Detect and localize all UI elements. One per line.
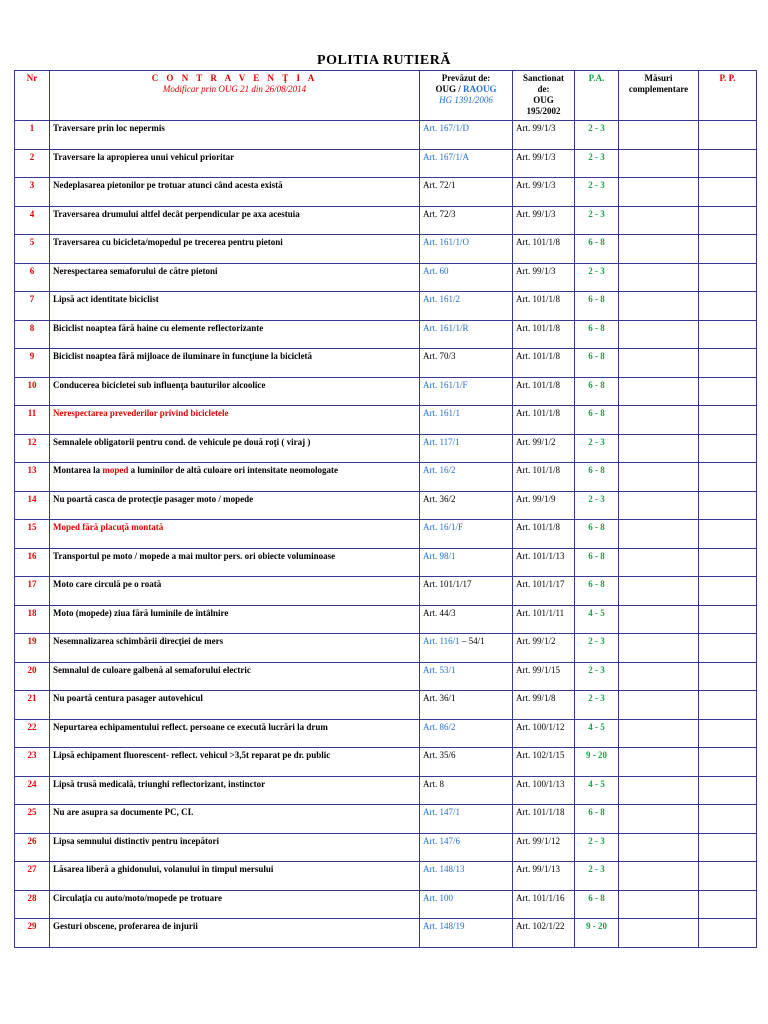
row-penalty-points: 4 - 5	[575, 719, 619, 748]
row-description: Gesturi obscene, proferarea de injurii	[50, 919, 420, 948]
row-number: 7	[15, 292, 50, 321]
table-body	[15, 121, 757, 948]
row-pp	[699, 320, 757, 349]
row-article-ref: Art. 16/1/F	[423, 522, 464, 532]
row-sanction: Art. 101/1/8	[513, 377, 575, 406]
row-sanction: Art. 100/1/13	[513, 776, 575, 805]
row-article	[420, 263, 513, 292]
row-number: 27	[15, 862, 50, 891]
row-article	[420, 178, 513, 207]
row-pp	[699, 776, 757, 805]
table-row	[15, 235, 757, 264]
table-row	[15, 605, 757, 634]
row-complementary-measures	[619, 149, 699, 178]
row-penalty-points: 2 - 3	[575, 862, 619, 891]
row-pp	[699, 463, 757, 492]
table-row	[15, 263, 757, 292]
row-description: Traversare la apropierea unui vehicul prioritar	[50, 149, 420, 178]
row-article	[420, 292, 513, 321]
row-penalty-points: 6 - 8	[575, 377, 619, 406]
row-article-ref: Art. 86/2	[423, 721, 456, 732]
row-sanction: Art. 101/1/8	[513, 520, 575, 549]
row-article	[420, 320, 513, 349]
table-row	[15, 634, 757, 663]
row-pp	[699, 149, 757, 178]
table-row	[15, 149, 757, 178]
row-pp	[699, 263, 757, 292]
row-complementary-measures	[619, 805, 699, 834]
row-article	[420, 520, 513, 549]
row-sanction: Art. 101/1/16	[513, 890, 575, 919]
row-description	[50, 463, 420, 492]
table-row	[15, 406, 757, 435]
row-penalty-points: 2 - 3	[575, 149, 619, 178]
row-pp	[699, 548, 757, 577]
row-penalty-points: 6 - 8	[575, 890, 619, 919]
row-article-ref: Art. 16/2	[423, 465, 456, 475]
row-pp	[699, 235, 757, 264]
row-sanction: Art. 102/1/15	[513, 748, 575, 777]
row-description: Transportul pe moto / mopede a mai multor pers. ori obiecte voluminoase	[50, 548, 420, 577]
row-article	[420, 776, 513, 805]
row-number: 22	[15, 719, 50, 748]
row-complementary-measures	[619, 748, 699, 777]
row-description: Lăsarea liberă a ghidonului, volanului în timpul mersului	[50, 862, 420, 891]
row-sanction: Art. 99/1/15	[513, 662, 575, 691]
row-complementary-measures	[619, 919, 699, 948]
row-sanction: Art. 99/1/13	[513, 862, 575, 891]
row-number: 28	[15, 890, 50, 919]
row-penalty-points: 6 - 8	[575, 463, 619, 492]
row-description: Moped fără placuţă montată	[50, 520, 420, 549]
row-article	[420, 121, 513, 150]
row-description: Circulaţia cu auto/moto/mopede pe trotuare	[50, 890, 420, 919]
table-row	[15, 206, 757, 235]
row-sanction: Art. 99/1/3	[513, 149, 575, 178]
header-sanctionat-oug: OUG	[533, 95, 554, 105]
row-article-ref: Art. 161/1	[423, 408, 460, 418]
table-row	[15, 292, 757, 321]
row-number: 9	[15, 349, 50, 378]
table-row	[15, 434, 757, 463]
table-row	[15, 691, 757, 720]
row-penalty-points: 6 - 8	[575, 520, 619, 549]
row-number: 21	[15, 691, 50, 720]
header-sanctionat	[513, 71, 575, 121]
row-description: Nu poartă centura pasager autovehicul	[50, 691, 420, 720]
row-description: Lipsa semnului distinctiv pentru începători	[50, 833, 420, 862]
row-sanction: Art. 101/1/8	[513, 406, 575, 435]
row-description: Nu poartă casca de protecţie pasager moto / mopede	[50, 491, 420, 520]
row-penalty-points: 2 - 3	[575, 662, 619, 691]
row-sanction: Art. 101/1/11	[513, 605, 575, 634]
table-row	[15, 377, 757, 406]
row-description: Conducerea bicicletei sub influenţa bauturilor alcoolice	[50, 377, 420, 406]
row-description: Semnalele obligatorii pentru cond. de vehicule pe două roţi ( viraj )	[50, 434, 420, 463]
row-article	[420, 577, 513, 606]
row-sanction: Art. 99/1/8	[513, 691, 575, 720]
row-complementary-measures	[619, 776, 699, 805]
row-complementary-measures	[619, 491, 699, 520]
header-contraventia-title: C O N T R A V E N Ţ I A	[151, 73, 318, 83]
row-complementary-measures	[619, 406, 699, 435]
table-row	[15, 463, 757, 492]
table-row	[15, 349, 757, 378]
row-penalty-points: 4 - 5	[575, 776, 619, 805]
table-row	[15, 178, 757, 207]
row-article-ref: Art. 161/1/O	[423, 237, 469, 247]
row-article-ref: Art. 98/1	[423, 550, 456, 561]
row-number: 26	[15, 833, 50, 862]
row-description: Lipsă act identitate biciclist	[50, 292, 420, 321]
row-article-ref: Art. 100	[423, 892, 453, 903]
row-complementary-measures	[619, 434, 699, 463]
header-pa: P.A.	[575, 71, 619, 121]
header-prevazut	[420, 71, 513, 121]
row-complementary-measures	[619, 719, 699, 748]
row-penalty-points: 6 - 8	[575, 577, 619, 606]
row-description: Lipsă echipament fluorescent- reflect. vehicul >3,5t reparat pe dr. public	[50, 748, 420, 777]
row-description: Nerespectarea prevederilor privind bicicletele	[50, 406, 420, 435]
row-number: 24	[15, 776, 50, 805]
row-article	[420, 634, 513, 663]
row-penalty-points: 2 - 3	[575, 491, 619, 520]
row-article-ref: Art. 36/2	[423, 493, 456, 504]
row-pp	[699, 349, 757, 378]
row-penalty-points: 2 - 3	[575, 263, 619, 292]
contraventii-table	[14, 70, 757, 948]
row-description: Nepurtarea echipamentului reflect. persoane ce execută lucrări la drum	[50, 719, 420, 748]
row-sanction: Art. 101/1/8	[513, 292, 575, 321]
table-row	[15, 776, 757, 805]
table-row	[15, 320, 757, 349]
row-pp	[699, 833, 757, 862]
row-complementary-measures	[619, 292, 699, 321]
table-row	[15, 121, 757, 150]
row-number: 20	[15, 662, 50, 691]
row-description: Nerespectarea semaforului de către pietoni	[50, 263, 420, 292]
row-article	[420, 605, 513, 634]
row-article-ref: Art. 60	[423, 265, 449, 276]
header-pp: P. P.	[699, 71, 757, 121]
row-penalty-points: 2 - 3	[575, 691, 619, 720]
row-article-ref: Art. 72/1	[423, 180, 456, 190]
row-article-ref: Art. 147/6	[423, 835, 460, 846]
row-article-extra: – 54/1	[459, 636, 485, 646]
row-article-ref: Art. 44/3	[423, 607, 456, 618]
row-pp	[699, 919, 757, 948]
header-modificari: Modificar prin OUG 21 din 26/08/2014	[162, 84, 307, 94]
row-pp	[699, 691, 757, 720]
row-penalty-points: 9 - 20	[575, 919, 619, 948]
row-article	[420, 862, 513, 891]
row-penalty-points: 2 - 3	[575, 634, 619, 663]
row-pp	[699, 890, 757, 919]
row-pp	[699, 377, 757, 406]
row-description: Traversare prin loc nepermis	[50, 121, 420, 150]
row-number: 11	[15, 406, 50, 435]
row-number: 13	[15, 463, 50, 492]
row-pp	[699, 662, 757, 691]
row-article	[420, 406, 513, 435]
row-number: 16	[15, 548, 50, 577]
table-row	[15, 719, 757, 748]
row-pp	[699, 292, 757, 321]
row-number: 6	[15, 263, 50, 292]
row-description: Biciclist noaptea fără mijloace de iluminare în funcţiune la bicicletă	[50, 349, 420, 378]
row-article	[420, 548, 513, 577]
row-article-ref: Art. 116/1	[423, 636, 460, 646]
page-title: POLITIA RUTIERĂ	[317, 53, 451, 68]
row-description: Semnalul de culoare galbenă al semaforului electric	[50, 662, 420, 691]
row-sanction: Art. 100/1/12	[513, 719, 575, 748]
row-article	[420, 149, 513, 178]
header-prevazut-oug: OUG /	[435, 84, 461, 94]
row-number: 1	[15, 121, 50, 150]
row-sanction: Art. 99/1/12	[513, 833, 575, 862]
row-complementary-measures	[619, 862, 699, 891]
row-article	[420, 719, 513, 748]
row-description: Biciclist noaptea fără haine cu elemente reflectorizante	[50, 320, 420, 349]
row-complementary-measures	[619, 890, 699, 919]
row-sanction: Art. 99/1/9	[513, 491, 575, 520]
row-article-ref: Art. 167/1/A	[423, 151, 469, 162]
table-row	[15, 520, 757, 549]
table-row	[15, 862, 757, 891]
row-article	[420, 691, 513, 720]
row-description: Traversarea cu bicicleta/mopedul pe trecerea pentru pietoni	[50, 235, 420, 264]
row-number: 29	[15, 919, 50, 948]
row-complementary-measures	[619, 263, 699, 292]
row-pp	[699, 748, 757, 777]
row-number: 12	[15, 434, 50, 463]
row-number: 5	[15, 235, 50, 264]
row-number: 3	[15, 178, 50, 207]
row-description: Nesemnalizarea schimbării direcţiei de mers	[50, 634, 420, 663]
row-sanction: Art. 99/1/2	[513, 434, 575, 463]
row-article	[420, 662, 513, 691]
row-complementary-measures	[619, 548, 699, 577]
row-complementary-measures	[619, 320, 699, 349]
row-description-highlight: moped	[102, 465, 129, 475]
row-pp	[699, 178, 757, 207]
row-article-ref: Art. 72/3	[423, 208, 456, 219]
row-article-ref: Art. 101/1/17	[423, 579, 472, 589]
row-sanction: Art. 101/1/18	[513, 805, 575, 834]
row-complementary-measures	[619, 634, 699, 663]
row-penalty-points: 4 - 5	[575, 605, 619, 634]
row-sanction: Art. 101/1/13	[513, 548, 575, 577]
row-article	[420, 833, 513, 862]
row-penalty-points: 6 - 8	[575, 235, 619, 264]
header-sanctionat-label: Sanctionat de:	[522, 73, 564, 94]
row-sanction: Art. 99/1/3	[513, 263, 575, 292]
row-sanction: Art. 99/1/3	[513, 206, 575, 235]
row-article	[420, 377, 513, 406]
header-masuri: Măsuri complementare	[619, 71, 699, 121]
row-pp	[699, 206, 757, 235]
row-article-ref: Art. 147/1	[423, 807, 460, 817]
row-number: 4	[15, 206, 50, 235]
row-article-ref: Art. 148/13	[423, 864, 465, 874]
row-sanction: Art. 99/1/3	[513, 178, 575, 207]
row-number: 17	[15, 577, 50, 606]
row-article	[420, 463, 513, 492]
row-penalty-points: 2 - 3	[575, 206, 619, 235]
row-penalty-points: 2 - 3	[575, 434, 619, 463]
header-sanctionat-year: 195/2002	[526, 106, 561, 116]
row-penalty-points: 2 - 3	[575, 121, 619, 150]
row-number: 14	[15, 491, 50, 520]
row-pp	[699, 520, 757, 549]
row-article-ref: Art. 161/1/F	[423, 379, 468, 390]
row-number: 25	[15, 805, 50, 834]
row-article-ref: Art. 53/1	[423, 664, 456, 675]
row-complementary-measures	[619, 577, 699, 606]
row-article-ref: Art. 161/1/R	[423, 322, 469, 333]
row-article-ref: Art. 35/6	[423, 750, 456, 760]
row-description: Lipsă trusă medicală, triunghi reflectorizant, instinctor	[50, 776, 420, 805]
table-row	[15, 577, 757, 606]
row-article	[420, 748, 513, 777]
row-complementary-measures	[619, 235, 699, 264]
table-row	[15, 662, 757, 691]
row-complementary-measures	[619, 463, 699, 492]
row-number: 8	[15, 320, 50, 349]
row-article	[420, 206, 513, 235]
table-row	[15, 491, 757, 520]
row-description: Moto care circulă pe o roată	[50, 577, 420, 606]
row-complementary-measures	[619, 833, 699, 862]
row-sanction: Art. 101/1/8	[513, 235, 575, 264]
table-row	[15, 919, 757, 948]
row-penalty-points: 9 - 20	[575, 748, 619, 777]
row-article-ref: Art. 70/3	[423, 351, 456, 361]
row-sanction: Art. 101/1/8	[513, 349, 575, 378]
row-sanction: Art. 99/1/2	[513, 634, 575, 663]
row-penalty-points: 2 - 3	[575, 833, 619, 862]
row-penalty-points: 2 - 3	[575, 178, 619, 207]
row-article-ref: Art. 8	[423, 778, 444, 789]
row-sanction: Art. 102/1/22	[513, 919, 575, 948]
table-row	[15, 833, 757, 862]
header-contraventia	[50, 71, 420, 121]
row-article	[420, 805, 513, 834]
row-pp	[699, 434, 757, 463]
row-penalty-points: 6 - 8	[575, 406, 619, 435]
row-complementary-measures	[619, 662, 699, 691]
table-row	[15, 748, 757, 777]
table-row	[15, 890, 757, 919]
row-article	[420, 919, 513, 948]
header-prevazut-label: Prevăzut de:	[441, 73, 491, 83]
row-complementary-measures	[619, 605, 699, 634]
table-row	[15, 805, 757, 834]
row-description: Traversarea drumului altfel decât perpendicular pe axa acestuia	[50, 206, 420, 235]
row-sanction: Art. 99/1/3	[513, 121, 575, 150]
row-pp	[699, 634, 757, 663]
row-penalty-points: 6 - 8	[575, 349, 619, 378]
row-article	[420, 434, 513, 463]
header-prevazut-hg: HG 1391/2006	[439, 95, 493, 105]
row-complementary-measures	[619, 520, 699, 549]
row-article-ref: Art. 36/1	[423, 693, 456, 703]
header-prevazut-raoug: RAOUG	[463, 84, 497, 94]
row-pp	[699, 805, 757, 834]
row-pp	[699, 719, 757, 748]
row-number: 2	[15, 149, 50, 178]
row-complementary-measures	[619, 121, 699, 150]
row-article-ref: Art. 161/2	[423, 294, 460, 304]
row-pp	[699, 491, 757, 520]
row-pp	[699, 605, 757, 634]
row-number: 10	[15, 377, 50, 406]
row-pp	[699, 577, 757, 606]
row-penalty-points: 6 - 8	[575, 320, 619, 349]
row-pp	[699, 862, 757, 891]
row-complementary-measures	[619, 377, 699, 406]
row-complementary-measures	[619, 691, 699, 720]
row-description-part: Montarea la	[53, 465, 103, 475]
row-complementary-measures	[619, 178, 699, 207]
row-description: Moto (mopede) ziua fără luminile de întâlnire	[50, 605, 420, 634]
row-complementary-measures	[619, 206, 699, 235]
row-description-part: a luminilor de altă culoare ori intensitate neomologate	[128, 465, 338, 475]
row-sanction: Art. 101/1/8	[513, 320, 575, 349]
row-article	[420, 890, 513, 919]
row-number: 18	[15, 605, 50, 634]
row-pp	[699, 121, 757, 150]
row-penalty-points: 6 - 8	[575, 805, 619, 834]
table-row	[15, 548, 757, 577]
row-penalty-points: 6 - 8	[575, 292, 619, 321]
row-complementary-measures	[619, 349, 699, 378]
row-article-ref: Art. 167/1/D	[423, 123, 469, 133]
header-nr: Nr	[15, 71, 50, 121]
row-number: 19	[15, 634, 50, 663]
row-penalty-points: 6 - 8	[575, 548, 619, 577]
table-header	[15, 71, 757, 121]
row-sanction: Art. 101/1/8	[513, 463, 575, 492]
row-article	[420, 235, 513, 264]
row-sanction: Art. 101/1/17	[513, 577, 575, 606]
row-article	[420, 491, 513, 520]
row-pp	[699, 406, 757, 435]
row-number: 15	[15, 520, 50, 549]
row-article-ref: Art. 117/1	[423, 436, 460, 447]
row-description: Nu are asupra sa documente PC, CI.	[50, 805, 420, 834]
row-description: Nedeplasarea pietonilor pe trotuar atunci când acesta există	[50, 178, 420, 207]
row-article	[420, 349, 513, 378]
row-number: 23	[15, 748, 50, 777]
row-article-ref: Art. 148/19	[423, 921, 465, 931]
